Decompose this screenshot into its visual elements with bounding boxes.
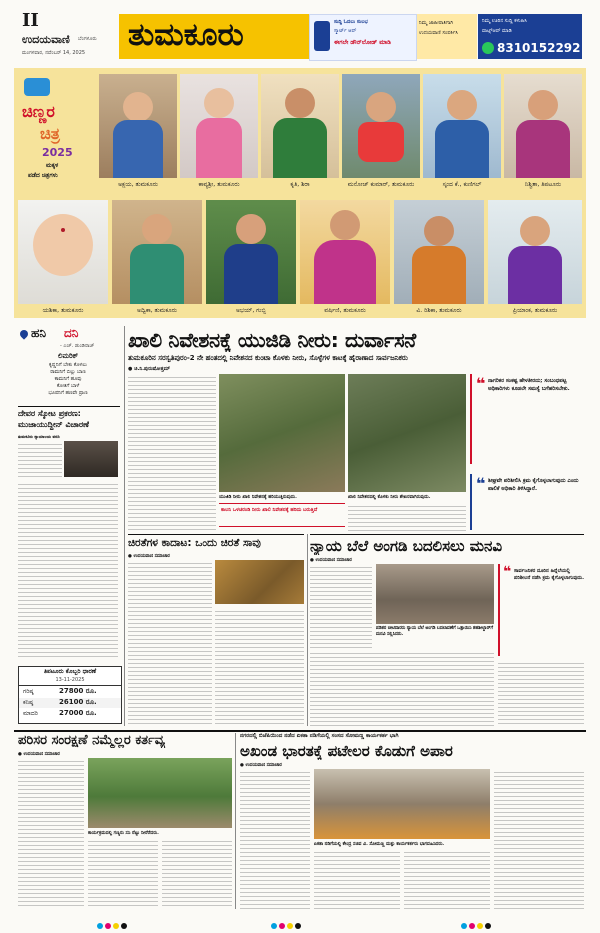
main-text-col1 [128,374,216,530]
kid-photo-12 [488,200,582,304]
coconut-min-label: ಕನಿಷ್ಠ [23,699,34,706]
kid-photo-8 [112,200,202,304]
ad-contact-line1: ನಿಮ್ಮ ಜಾಹೀರಾತಿಗಾಗಿ [419,20,454,26]
poem-line-3: ಕಾಮನಿಗೆ ಹೂವು [54,376,82,382]
kid-caption-7: ಯಶಿಕಾ, ತುಮಕೂರು [42,307,84,314]
district-title: ತುಮಕೂರು [128,17,244,53]
crime-text-1 [18,441,62,479]
kid-caption-9: ಅಭಯ್, ಗುಬ್ಬಿ [235,307,267,314]
kid-photo-6 [504,74,582,178]
ration-headline: ನ್ಯಾಯ ಬೆಲೆ ಅಂಗಡಿ ಬದಲಿಸಲು ಮನವಿ [310,537,503,555]
patel-text-2 [314,849,400,909]
leopard-byline: ● ಉದಯವಾಣಿ ಸಮಾಚಾರ [128,554,170,559]
quote-mark-icon-3: ❝ [503,564,512,580]
crime-photo [64,441,118,477]
crime-text-2 [18,481,118,657]
kid-photo-1 [99,74,177,178]
ration-text-3 [498,660,584,726]
ration-caption: ಪಡಿತರ ಚೀಟಿದಾರರು ನ್ಯಾಯ ಬೆಲೆ ಅಂಗಡಿ ಬದಲಾವಣೆಗೆ ಒತ್ತಾಯಿಸಿ ತಹಶೀಲ್ದಾರ್‌ಗೆ ಮನವಿ ಸಲ್ಲಿಸಿದರು. [376,626,494,637]
registration-marks-center [270,914,302,933]
coconut-model-label: ಮಾದರಿ [23,710,38,717]
main-photo-1 [219,374,345,492]
patel-text-1 [240,769,310,909]
ration-text-1 [310,564,372,648]
poem-line-4: ಕೋತಿಗೆ ಬಾಳೆ [56,383,80,389]
patel-kicker: ನಗರದಲ್ಲಿ ಬಿಜೆಪಿಯಿಂದ ನಡೆದ ಏಕತಾ ನಡಿಗೆಯಲ್ಲಿ ಸಂಸದ ಸೋಮಣ್ಣ ಕಾರ್ಯಕರ್ತ ಭಾಗಿ [240,733,399,739]
leopard-text-2 [215,608,304,726]
divider [128,534,304,535]
column-divider [235,733,236,909]
patel-headline: ಅಖಂಡ ಭಾರತಕ್ಕೆ ಪಟೇಲರ ಕೊಡುಗೆ ಅಪಾರ [240,742,453,760]
registration-marks-left [96,914,128,933]
patel-photo [314,769,490,839]
ad-whatsapp-line1: ನಿಮ್ಮ ಊರಿನ ಸುದ್ದಿ ಕಳುಹಿಸಿ [482,18,527,24]
ad-contact-line2: ಉದಯವಾಣಿ ಸಂಪರ್ಕಿಸಿ [419,30,458,36]
coconut-row-model [19,709,121,719]
patel-caption: ಏಕತಾ ನಡಿಗೆಯಲ್ಲಿ ಕೇಂದ್ರ ಸಚಿವ ವಿ. ಸೋಮಣ್ಣ ಮತ್ತು ಕಾರ್ಯಕರ್ತರು ಭಾಗವಹಿಸಿದರು. [314,842,445,847]
divider [14,730,586,732]
ration-quote-box [498,564,586,656]
coconut-model-value: 27000 ರೂ. [59,709,97,717]
poem-line-1: ಕೃಷ್ಣನಿಗೆ ಬೇಕು ಕೊಳಲು [49,362,87,368]
crime-story [18,409,120,659]
coconut-price-table [18,666,122,724]
main-text-col4 [348,503,466,531]
whatsapp-icon [482,42,494,54]
quote-box-1 [470,374,586,464]
kids-badge-line3: ಮಕ್ಕಳ [46,162,59,169]
coconut-max-value: 27800 ರೂ. [59,687,97,695]
phone-number: 8310152292 [497,41,581,55]
kid-caption-1: ಅಕ್ಷಯ, ತುಮಕೂರು [118,181,158,188]
drop-icon [18,328,29,339]
divider [18,406,120,407]
kid-photo-2 [180,74,258,178]
ad-app-line1: ಸುದ್ದಿ ಓದಲು ಸುಲಭ [334,19,368,25]
coconut-row-min [19,698,121,708]
kid-caption-8: ಅದ್ವಿಕಾ, ತುಮಕೂರು [137,307,177,314]
main-byline: ● ಚಿ.ನಿ.ಪುರುಷೋತ್ತಮ್ [128,366,171,372]
date-line: ಮಂಗಳವಾರ, ನವೆಂಬರ್ 14, 2025 [22,50,86,56]
ad-app [309,14,417,61]
kid-caption-11: ವಿ. ರಿಶಿಕಾ, ತುಮಕೂರು [416,307,462,314]
honey-title-a: ಹನಿ [31,326,46,340]
kid-caption-3: ಕೃತಿ, ಶಿರಾ [290,181,310,188]
kid-photo-11 [394,200,484,304]
ad-app-line3: ಈಗಲೇ ಡೌನ್‌ಲೋಡ್ ಮಾಡಿ [334,39,391,46]
leopard-headline: ಚಿರತೆಗಳ ಕಾದಾಟ: ಒಂದು ಚಿರತೆ ಸಾವು [128,537,261,549]
kids-badge-title1: ಚಿಣ್ಣರ [22,102,55,121]
edition-label: ಬೆಂಗಳೂರು [78,36,97,42]
environment-headline: ಪರಿಸರ ಸಂರಕ್ಷಣೆ ನಮ್ಮೆಲ್ಲರ ಕರ್ತವ್ಯ [18,733,165,748]
kid-caption-10: ವರ್ಷಿಣಿ, ತುಮಕೂರು [324,307,366,314]
divider [310,534,584,535]
kid-caption-6: ನಿಶ್ಚಿತಾ, ತಿಪಟೂರು [524,181,562,188]
kid-photo-9 [206,200,296,304]
main-caption-2: ಖಾಲಿ ನಿವೇಶನದಲ್ಲಿ ಕೊಳಕು ನೀರು ಶೇಖರವಾಗಿರುವುದು. [348,495,431,500]
ad-whatsapp-line2: ವಾಟ್ಸ್ಆಪ್ ಮಾಡಿ [482,28,512,34]
pull-quote-text: ಕಾಲನಿ ಒಳಚರಂಡಿ ನೀರು ಖಾಲಿ ನಿವೇಶನಕ್ಕೆ ಹರಿದು ಬರುತ್ತಿದೆ [221,507,318,513]
page-number: II [22,10,39,31]
environment-byline: ● ಉದಯವಾಣಿ ಸಮಾಚಾರ [18,752,60,757]
patel-byline: ● ಉದಯವಾಣಿ ಸಮಾಚಾರ [240,763,282,768]
coconut-date: 13-11-2025 [55,677,85,683]
kids-badge [18,72,96,190]
column-divider [307,534,308,726]
kids-badge-year: 2025 [42,146,73,159]
patel-text-4 [494,769,584,909]
registration-marks-right [460,914,492,933]
crime-headline-1: ದೇವರ ಸ್ಕೋಟ ಪ್ರಕರಣ: [18,409,81,418]
kid-photo-5 [423,74,501,178]
coconut-row-max [19,687,121,697]
kids-badge-line4: ಪಡೆದ ಚಿತ್ರಗಳು [28,172,58,179]
ad-whatsapp [478,14,582,59]
main-photo-2 [348,374,466,492]
coconut-max-label: ಗರಿಷ್ಠ [23,688,34,695]
poem-title: ಲಿಮರಿಕ್ [57,352,79,360]
paper-name: ಉದಯವಾಣಿ [22,33,70,46]
crime-headline-2: ಮುಜಾಯುದ್ದೀನ್ ವಿಚಾರಣೆ [18,420,89,429]
kid-caption-4: ಮನೋಜ್ ಕುಮಾರ್, ತುಮಕೂರು [347,181,415,188]
camera-icon [24,78,50,96]
patel-text-3 [404,849,490,909]
ad-app-line2: ಸ್ಮಾರ್ಟ್ ಆಪ್ [334,28,357,34]
kid-caption-2: ಕಾವ್ಯಶ್ರೀ, ತುಮಕೂರು [198,181,240,188]
kid-photo-3 [261,74,339,178]
quote-1-text: ನಾಗರಿಕರ ಸಂಕಷ್ಟ ಹೇಳತೀರದು; ಸಂಬಂಧಪಟ್ಟ ಅಧಿಕಾರಿಗಳು ಕೂಡಲೇ ಸಮಸ್ಯೆ ಬಗೆಹರಿಸಬೇಕು. [488,378,570,392]
masthead [0,0,600,64]
coconut-title: ತಿಪಟೂರು ಕೊಬ್ಬರಿ ಧಾರಣೆ [43,668,97,675]
honey-box [18,326,120,404]
quote-box-2 [470,474,586,530]
phone-icon [314,21,330,51]
kid-photo-10 [300,200,390,304]
quote-2-text: ಶೀಘ್ರವೇ ಪರಿಶೀಲಿಸಿ ಕ್ರಮ ಕೈಗೊಳ್ಳಲಾಗುವುದು ಎಂದು ಪಾಲಿಕೆ ಅಧಿಕಾರಿ ತಿಳಿಸಿದ್ದಾರೆ. [488,478,579,492]
honey-title-b: ದನಿ [64,326,79,340]
ration-photo [376,564,494,624]
main-caption-1: ಯುಜಿಡಿ ನೀರು ಖಾಲಿ ನಿವೇಶನಕ್ಕೆ ಹರಿಯುತ್ತಿರುವುದು. [219,495,297,500]
main-subhead: ತುಮಕೂರಿನ ಸರಸ್ವತಿಪುರಂ-2 ನೇ ಹಂತದಲ್ಲಿ ನಿವೇಶನದ ಕುಂಟಾ ಕೊಳಕು ನೀರು, ಸೊಳ್ಳೆಗಳ ಕಾಟಕ್ಕೆ ಹೈರಾಣಾದ ಸಾರ್ವಜನಿಕರು [128,354,408,362]
column-divider [124,326,125,726]
kid-caption-12: ಪ್ರಿಯಾಂಕ, ತುಮಕೂರು [512,307,558,314]
main-headline: ಖಾಲಿ ನಿವೇಶನಕ್ಕೆ ಯುಜಿಡಿ ನೀರು: ದುರ್ವಾಸನೆ [128,328,416,352]
leopard-text-1 [128,560,212,726]
leopard-photo [215,560,304,604]
environment-text-1 [18,758,84,908]
ad-contact [417,14,477,59]
honey-author: - ಎಚ್. ಡುಂಡಿರಾಜ್ [60,343,95,349]
ration-quote-text: ಸಾರ್ವಜನಿಕರ ದೂರಿನ ಹಿನ್ನೆಲೆಯಲ್ಲಿ ಪರಿಶೀಲನೆ ನಡೆಸಿ ಕ್ರಮ ಕೈಗೊಳ್ಳಲಾಗುವುದು. [514,568,585,581]
kid-photo-7 [18,200,108,304]
environment-caption: ಕಾರ್ಯಕ್ರಮದಲ್ಲಿ ಗಣ್ಯರು ಸಸಿ ನೆಟ್ಟು ನೀರೆರೆದರು. [88,831,159,836]
kid-caption-5: ಸ್ಕಂದ ಕೆ., ಕುಣಿಗಲ್ [442,181,482,188]
kid-photo-4 [342,74,420,178]
pull-quote-box [219,503,345,527]
ration-byline: ● ಉದಯವಾಣಿ ಸಮಾಚಾರ [310,558,352,563]
ration-text-2 [310,650,494,726]
coconut-min-value: 26100 ರೂ. [59,698,97,706]
environment-photo [88,758,232,828]
poem-line-5: ಭೂಪನಿಗೆ ಹಣವೇ ಪ್ರಾಣ [48,390,88,396]
crime-dateline: ತುಮಕೂರು ನ್ಯಾಯಾಲಯ ವರದಿ [18,434,60,439]
poem-line-2: ರಾಮನಿಗೆ ಬಿಲ್ಲು ಬಾಣ [50,369,86,375]
kids-badge-title2: ಚಿತ್ರ [40,124,60,143]
environment-text-2 [88,838,158,908]
quote-mark-icon-2: ❝ [476,474,486,493]
environment-text-3 [162,838,232,908]
quote-mark-icon: ❝ [476,374,486,393]
